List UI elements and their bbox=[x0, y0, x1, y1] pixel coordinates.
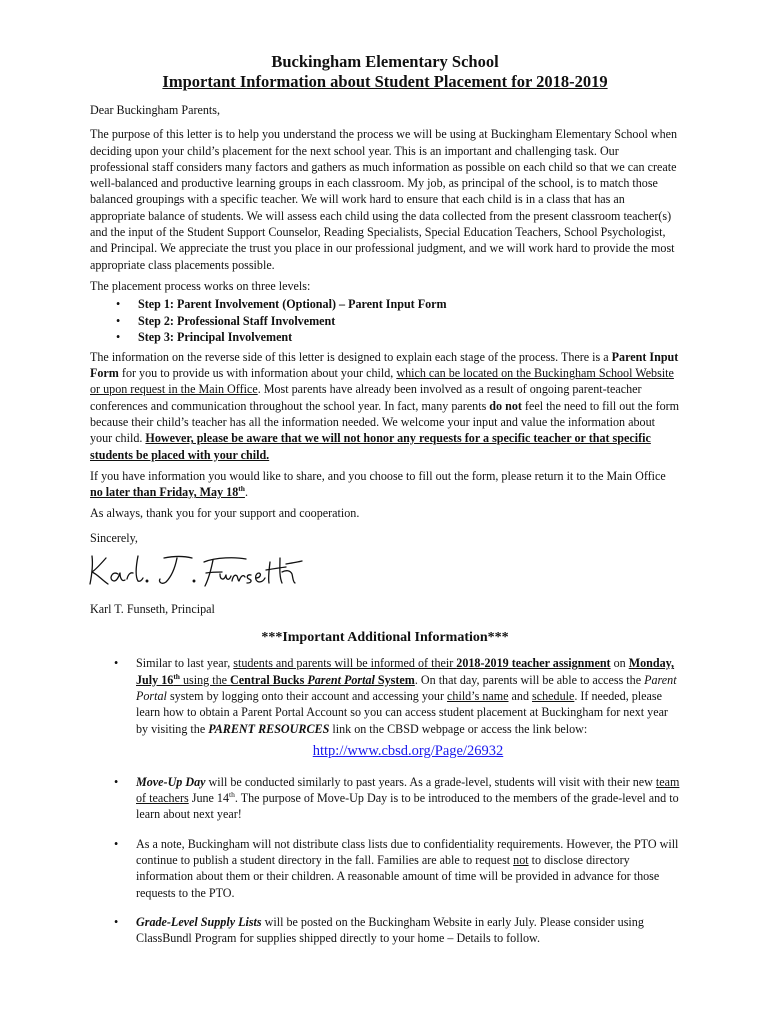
list-item: • Move-Up Day will be conducted similarly to past years. As a grade-level, students will visit with their new team of teachers June 14th. The purpose of Move-Up Day is to be introduced to the members of the grade-level and to learn about next year! bbox=[136, 774, 680, 823]
list-item: • As a note, Buckingham will not distribute class lists due to confidentiality requirements. However, the PTO will continue to publish a student directory in the fall. Families are able to request not to disclose directory information about them or their children. A reasonable amount of time will be provided in advance for those requests to the PTO. bbox=[136, 836, 680, 901]
signer-name: Karl T. Funseth, Principal bbox=[90, 602, 215, 617]
teacher-request-warning: However, please be aware that we will not honor any requests for a specific teacher or that specific students be placed with your child. bbox=[90, 431, 651, 462]
list-item: • Grade-Level Supply Lists will be posted on the Buckingham Website in early July. Please consider using ClassBundl Program for supplies shipped directly to your home – Details to follow. bbox=[136, 914, 680, 947]
levels-intro: The placement process works on three levels: bbox=[90, 278, 311, 293]
move-up-day-label: Move-Up Day bbox=[136, 774, 206, 789]
letter-subtitle: Important Information about Student Placement for 2018-2019 bbox=[162, 72, 608, 91]
thanks-line: As always, thank you for your support and cooperation. bbox=[90, 506, 360, 521]
supply-lists-label: Grade-Level Supply Lists bbox=[136, 914, 262, 929]
form-location: which can be located on the Buckingham School Website or upon request in the Main Office bbox=[90, 366, 674, 397]
school-name: Buckingham Elementary School bbox=[271, 52, 499, 71]
step-item: • Step 3: Principal Involvement bbox=[138, 329, 680, 346]
letter-page bbox=[90, 52, 680, 959]
additional-info-heading: ***Important Additional Information*** bbox=[261, 630, 509, 646]
list-item bbox=[136, 655, 680, 760]
closing: Sincerely, bbox=[90, 530, 138, 545]
reverse-side-paragraph: The information on the reverse side of this letter is designed to explain each stage of the process. There is a Parent Input Form for you to provide us with information about your child, which can be located on the Buckingham School Website or upon request in the Main Office. Most parents have already been involved as a result of ongoing parent-teacher conferences and communication throughout the school year. In fact, many parents do not feel the need to fill out the form because their child’s teacher has all the information needed. We welcome your input and value the information about your child. However, please be aware that we will not honor any requests for a specific teacher or that specific students be placed with your child. bbox=[90, 349, 680, 462]
parent-portal-link[interactable]: http://www.cbsd.org/Page/26932 bbox=[312, 742, 504, 759]
signature-image bbox=[86, 550, 306, 590]
step-item: • Step 1: Parent Involvement (Optional) – Parent Input Form bbox=[138, 296, 680, 313]
teacher-assignment-text: • Similar to last year, students and parents will be informed of their 2018-2019 teacher assignment on Monday, July 16th using the Central Bucks Parent Portal System. On that day, parents will be able to access the Parent Portal system by logging onto their account and accessing your child’s name and schedule. If needed, please learn how to obtain a Parent Portal Account so you can access student placement at Buckingham for next year by visiting the PARENT RESOURCES link on the CBSD webpage or access the link below: bbox=[136, 656, 677, 736]
return-form-paragraph: If you have information you would like to share, and you choose to fill out the form, please return it to the Main Office no later than Friday, May 18th. bbox=[90, 468, 666, 500]
additional-info-list bbox=[90, 655, 680, 946]
steps-list bbox=[90, 296, 680, 346]
purpose-paragraph: The purpose of this letter is to help you understand the process we will be using at Buckingham Elementary School when deciding upon your child’s placement for the next school year. This is an important and challenging task. Our professional staff considers many factors and gathers as much information as possible on each child so that we can create well-balanced and productive learning groups in each classroom. My job, as principal of the school, is to match those balanced groupings with a specific teacher. We will work hard to ensure that each child is in a class that has an appropriate balance of students. We will assess each child using the data collected from the present classroom teacher(s) and the input of the Student Support Counselor, Reading Specialists, Special Education Teachers, School Psychologist, and Principal. We appreciate the trust you place in our professional judgment, and we will work hard to provide the most appropriate class placements possible. bbox=[90, 127, 678, 272]
deadline: no later than Friday, May 18th bbox=[90, 484, 245, 500]
step-item: • Step 2: Professional Staff Involvement bbox=[138, 313, 680, 330]
parent-input-form-name: Parent Input Form bbox=[90, 349, 679, 381]
salutation: Dear Buckingham Parents, bbox=[90, 103, 220, 117]
